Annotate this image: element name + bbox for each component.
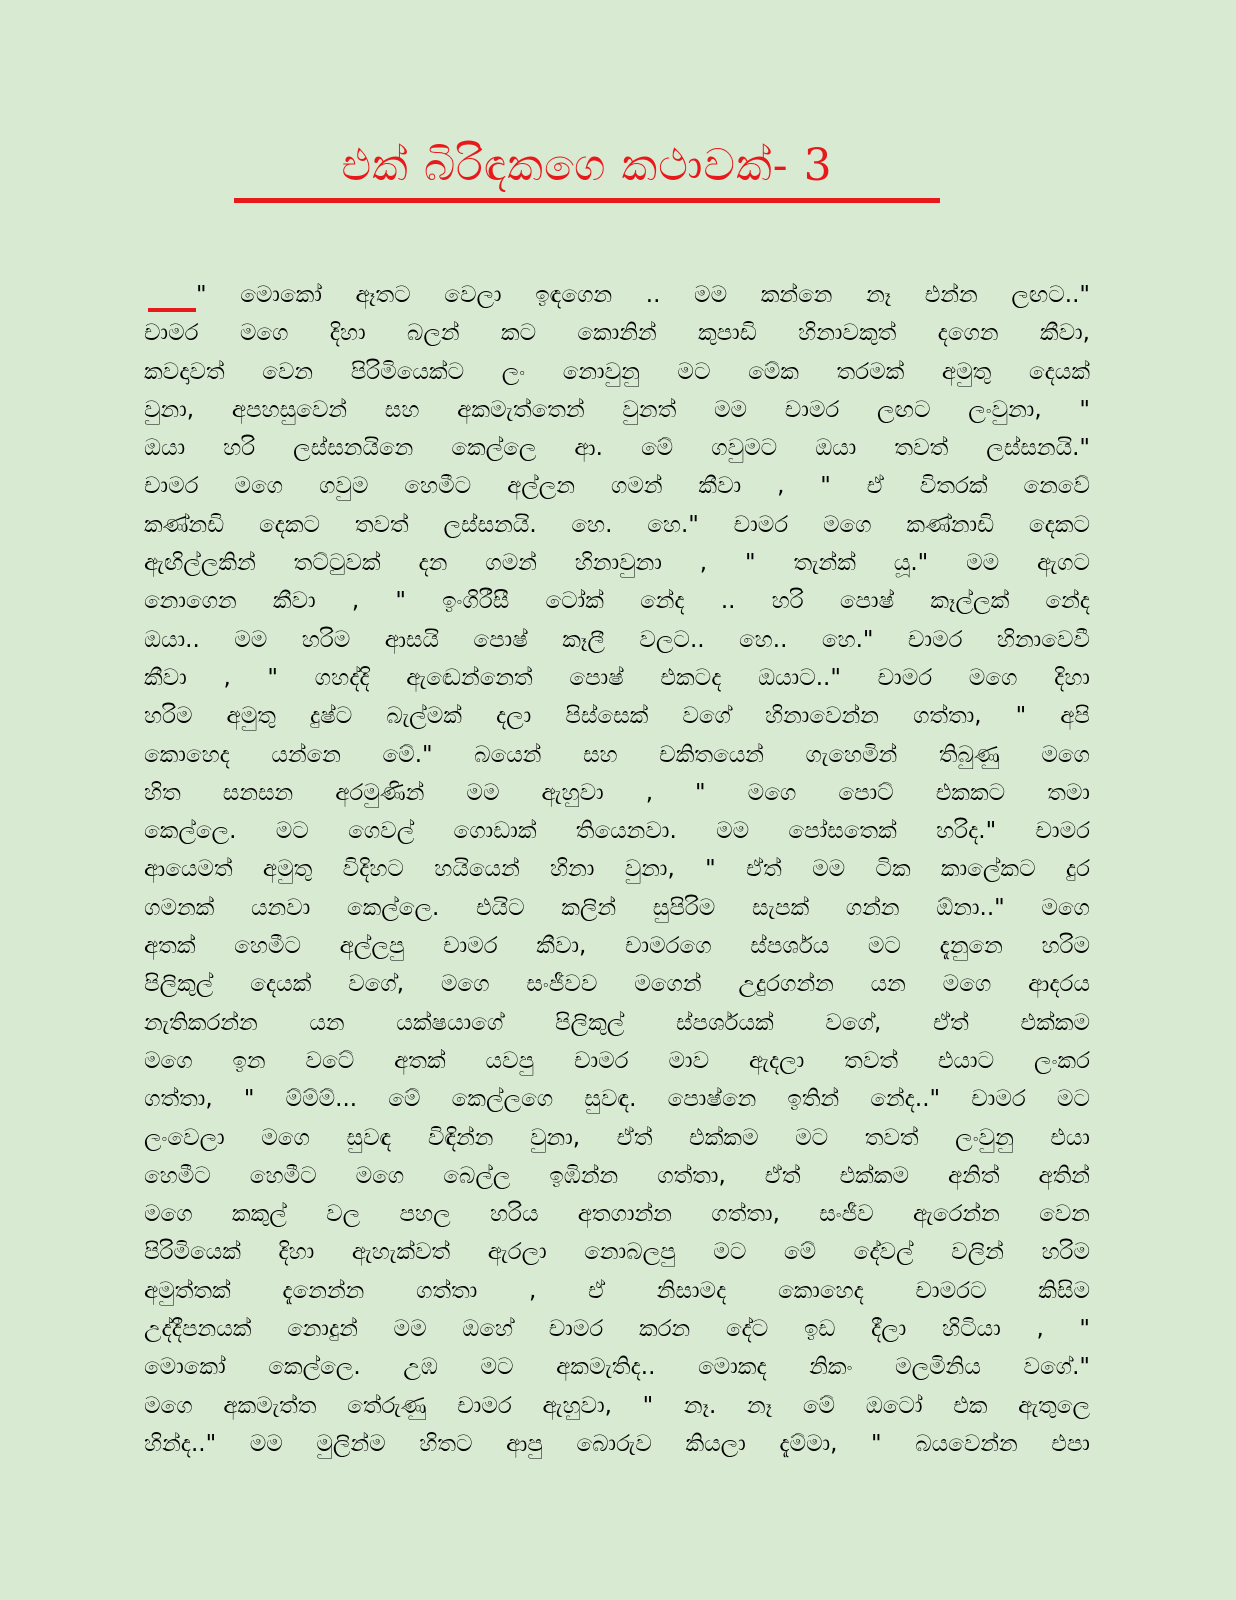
story-line: හරිම අමුතු දුෂ්ට බැල්මක් දලා පිස්සෙක් වගේ හිනාවෙන්න ගත්තා, " අපි	[144, 703, 1090, 730]
story-line: මගෙ ඉන වටේ අතක් යවපු චාමර මාව ඇදලා තවත් එයාට ලංකර	[144, 1047, 1090, 1074]
page-title: එක් බිරිඳකගෙ කථාවක්- 3	[341, 140, 833, 191]
story-line: හෙමීට හෙමීට මගෙ බෙල්ල ඉඹින්න ගත්තා, ඒත් එක්කම අනිත් අතින්	[144, 1162, 1090, 1189]
story-line: ලංවෙලා මගෙ සුවඳ විඳින්න වුනා, ඒත් එක්කම මට තවත් ලංවුනු එයා	[144, 1124, 1090, 1151]
story-line: නොගෙන කීවා , " ඉංගිරීසී ටෝක් නේද .. හරි පොෂ් කෑල්ලක් නේද	[144, 588, 1090, 615]
story-line: අතක් හෙමීට අල්ලපු චාමර කීවා, චාමරගෙ ස්පර්ශය මට දැනුනෙ හරිම	[144, 933, 1090, 960]
story-line: " මොකෝ ඈතට වෙලා ඉඳගෙන .. මම කන්නෙ නෑ එන්න ලඟට.."	[196, 282, 1090, 308]
story-line: හිත සනසන අරමුණින් මම ඇහුවා , " මගෙ පොට් එකකට තමා	[144, 779, 1090, 806]
story-line: පිලිකුල් දෙයක් වගේ, මගෙ සංජීවව මගෙන් උදුරගන්න යන මගෙ ආදරය	[144, 971, 1090, 998]
story-line: ගමනක් යනවා කෙල්ලෙ. එයිට කලින් සුපිරිම සැපක් ගන්න ඕනා.." මගෙ	[144, 894, 1090, 921]
story-line: ආයෙමත් අමුතු විදිහට හයියෙන් හිනා වුනා, " ඒත් මම ටික කාලේකට දුර	[144, 856, 1090, 883]
story-line: නැතිකරන්න යන යක්ෂයාගේ පිලිකුල් ස්පර්ශයක් වගේ, ඒත් එක්කම	[144, 1009, 1090, 1036]
story-line: මගෙ අකමැත්ත තේරුණු චාමර ඇහුවා, " නෑ. නෑ මේ ඔටෝ එක ඇතුලෙ	[144, 1392, 1090, 1419]
story-line: ඔයා හරි ලස්සනයිනෙ කෙල්ලෙ ආ. මේ ගවුමට ඔයා තවත් ලස්සනයි."	[144, 435, 1090, 462]
story-line: කවදාවත් වෙන පිරිමියෙක්ට ලං නොවුනු මට මේක තරමක් අමුතු දෙයක්	[144, 358, 1090, 385]
story-line: හින්ද.." මම මුලින්ම හිතට ආපු බොරුව කියලා දැම්මා, " බයවෙන්න එපා	[144, 1430, 1090, 1457]
story-line: ඇඟිල්ලකින් තට්ටුවක් දන ගමන් හිනාවුනා , " තැන්ක් යූ." මම ඇගට	[144, 550, 1090, 577]
title-underline	[234, 198, 940, 203]
story-line: ගත්තා, " ම්ම්ම්... මේ කෙල්ලගෙ සුවඳ. පොෂ්නෙ ඉතින් නේද.." චාමර මට	[144, 1086, 1090, 1113]
story-body	[144, 276, 1090, 1486]
story-line: උද්දීපනයක් නොදුන් මම ඔහේ චාමර කරන දේට ඉඩ දීලා හිටියා , "	[144, 1316, 1090, 1343]
story-line: කීවා , " ගහද්දි ඇඬෙන්නෙත් පොෂ් එකටද ඔයාට.." චාමර මගෙ දිහා	[144, 664, 1090, 691]
story-line: කණ්නඩි දෙකට තවත් ලස්සනයි. හෙ. හෙ." චාමර මගෙ කණ්නාඩි දෙකට	[144, 511, 1090, 538]
story-line: ඔයා.. මම හරිම ආසයි පොෂ් කෑලී වලට.. හෙ.. හෙ." චාමර හිනාවෙවී	[144, 626, 1090, 653]
story-line: කෙල්ලෙ. මට ගෙවල් ගොඩාක් තියෙනවා. මම පෝසතෙක් හරිද." චාමර	[144, 818, 1090, 845]
story-line: මොකෝ කෙල්ලෙ. උඹ මට අකමැතිද.. මොකද නිකං මලමිනිය වගේ."	[144, 1354, 1090, 1381]
story-line: කොහෙද යන්නෙ මේ." බයෙන් සහ චකිතයෙන් ගැහෙමින් තිබුණු මගෙ	[144, 741, 1090, 768]
title-block	[234, 138, 940, 208]
story-line: අමුත්තක් දැනෙන්න ගත්තා , ඒ නිසාමද කොහෙද චාමරට කිසිම	[144, 1277, 1090, 1304]
story-line: වුනා, අපහසුවෙන් සහ අකමැත්තෙන් වුනත් මම චාමර ලඟට ලංවුනා, "	[144, 396, 1090, 423]
story-line: චාමර මගෙ ගවුම හෙමීට අල්ලන ගමන් කීවා , " ඒ විතරක් නෙවේ	[144, 473, 1090, 500]
story-line: පිරිමියෙක් දිහා ඇහැක්වත් ඇරලා නොබලපු මට මේ දේවල් වලින් හරිම	[144, 1239, 1090, 1266]
story-line: මගෙ කකුල් වල පහල හරිය අතගාන්න ගත්තා, සංජීව ඇරෙන්න වෙන	[144, 1201, 1090, 1228]
story-line: චාමර මගෙ දිහා බලන් කට කොනින් කුපාඩි හිනාවකුත් දගෙන කීවා,	[144, 320, 1090, 347]
